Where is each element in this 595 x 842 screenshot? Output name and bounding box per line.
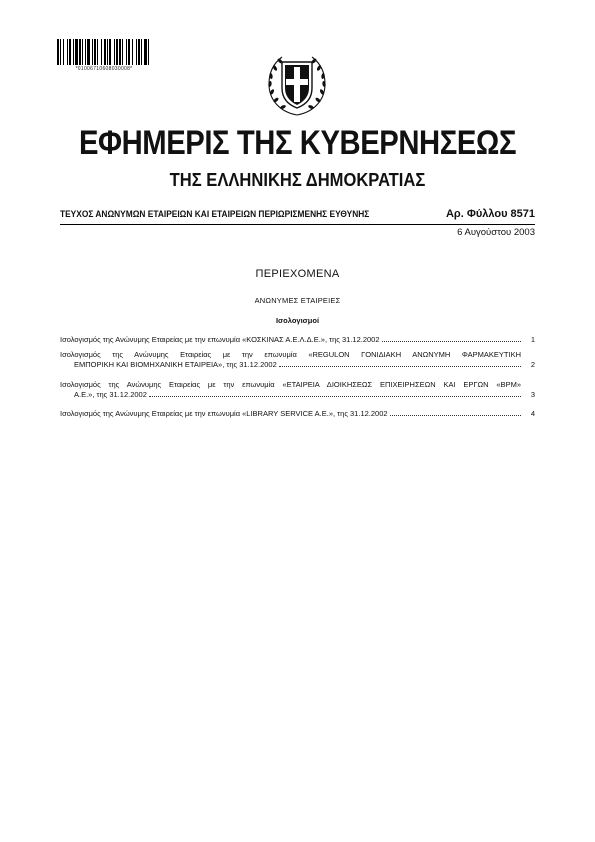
toc-entry-text-continued: ΕΜΠΟΡΙΚΗ ΚΑΙ ΒΙΟΜΗΧΑΝΙΚΗ ΕΤΑΙΡΕΙΑ», της 31.12.2002 [74,360,277,369]
issue-date: 6 Αυγούστου 2003 [457,227,535,238]
toc-entry [60,409,535,419]
barcode-bar [126,39,127,65]
barcode-bar [85,39,86,65]
sheet-number: Αρ. Φύλλου 8571 [445,208,535,220]
barcode-bar [73,39,74,65]
toc-page-number: 3 [530,390,535,399]
toc-entry-text: Ισολογισμός της Ανώνυμης Εταιρείας με την επωνυμία «REGULON ΓΟΝΙΔΙΑΚΗ ΑΝΩΝΥΜΗ ΦΑΡΜΑΚΕΥΤΙΚΗ [60,350,521,359]
leader-dots [390,414,521,416]
barcode-bar [119,39,121,65]
toc-entry-text: Ισολογισμός της Ανώνυμης Εταιρείας με την επωνυμία «ΚΟΣΚΙΝΑΣ Α.Ε.Λ.Δ.Ε.», της 31.12.2002 [60,335,380,344]
toc-entry [60,350,535,370]
toc-entry-text-continued: Α.Ε.», της 31.12.2002 [74,390,147,399]
gazette-title: ΕΦΗΜΕΡΙΣ ΤΗΣ ΚΥΒΕΡΝΗΣΕΩΣ [78,124,517,162]
barcode-bar [79,39,81,65]
toc-page-number: 4 [530,409,535,418]
barcode-bar [138,39,140,65]
gazette-subtitle: ΤΗΣ ΕΛΛΗΝΙΚΗΣ ΔΗΜΟΚΡΑΤΙΑΣ [169,170,426,190]
barcode-bar [92,39,93,65]
section-heading: ΑΝΩΝΥΜΕΣ ΕΤΑΙΡΕΙΕΣ [254,296,341,305]
barcode-bar [148,39,149,65]
issue-header [60,209,535,223]
toc-page-number: 1 [530,335,535,344]
barcode-bar [144,39,147,65]
toc-entry [60,335,535,345]
barcode-bar [128,39,130,65]
barcode [57,39,151,65]
barcode-bar [69,39,71,65]
barcode-bar [107,39,108,65]
barcode-bar [114,39,115,65]
barcode-bar [63,39,64,65]
header-divider [60,224,535,225]
barcode-bar [94,39,96,65]
barcode-bar [82,39,83,65]
barcode-bar [141,39,142,65]
barcode-number: *01006710608030008* [75,66,133,72]
barcode-bar [132,39,133,65]
leader-dots [382,340,521,342]
barcode-bar [104,39,106,65]
subsection-heading: Ισολογισμοί [275,316,320,325]
barcode-bar [122,39,123,65]
issue-type: ΤΕΥΧΟΣ ΑΝΩΝΥΜΩΝ ΕΤΑΙΡΕΙΩΝ ΚΑΙ ΕΤΑΙΡΕΙΩΝ ΠΕΡΙΩΡΙΣΜΕΝΗΣ ΕΥΘΥΝΗΣ [60,209,370,220]
leader-dots [149,395,521,397]
barcode-bar [67,39,68,65]
barcode-bar [116,39,118,65]
barcode-bar [75,39,78,65]
barcode-bar [101,39,102,65]
leader-dots [279,365,521,367]
toc-entry [60,380,535,400]
greek-coat-of-arms-icon [262,48,332,120]
barcode-bar [97,39,98,65]
barcode-bar [136,39,137,65]
toc-entry-text: Ισολογισμός της Ανώνυμης Εταιρείας με την επωνυμία «ΕΤΑΙΡΕΙΑ ΔΙΟΙΚΗΣΕΩΣ ΕΠΙΧΕΙΡΗΣΕΩΝ ΚΑΙ ΕΡΓΩΝ «ΒΡΜ» [60,380,521,389]
toc-entry-text: Ισολογισμός της Ανώνυμης Εταιρείας με την επωνυμία «LIBRARY SERVICE A.E.», της 31.12.2002 [60,409,388,418]
contents-title: ΠΕΡΙΕΧΟΜΕΝΑ [255,268,340,280]
barcode-bar [57,39,59,65]
barcode-bar [87,39,90,65]
barcode-bar [109,39,111,65]
barcode-bar [60,39,61,65]
toc-page-number: 2 [530,360,535,369]
